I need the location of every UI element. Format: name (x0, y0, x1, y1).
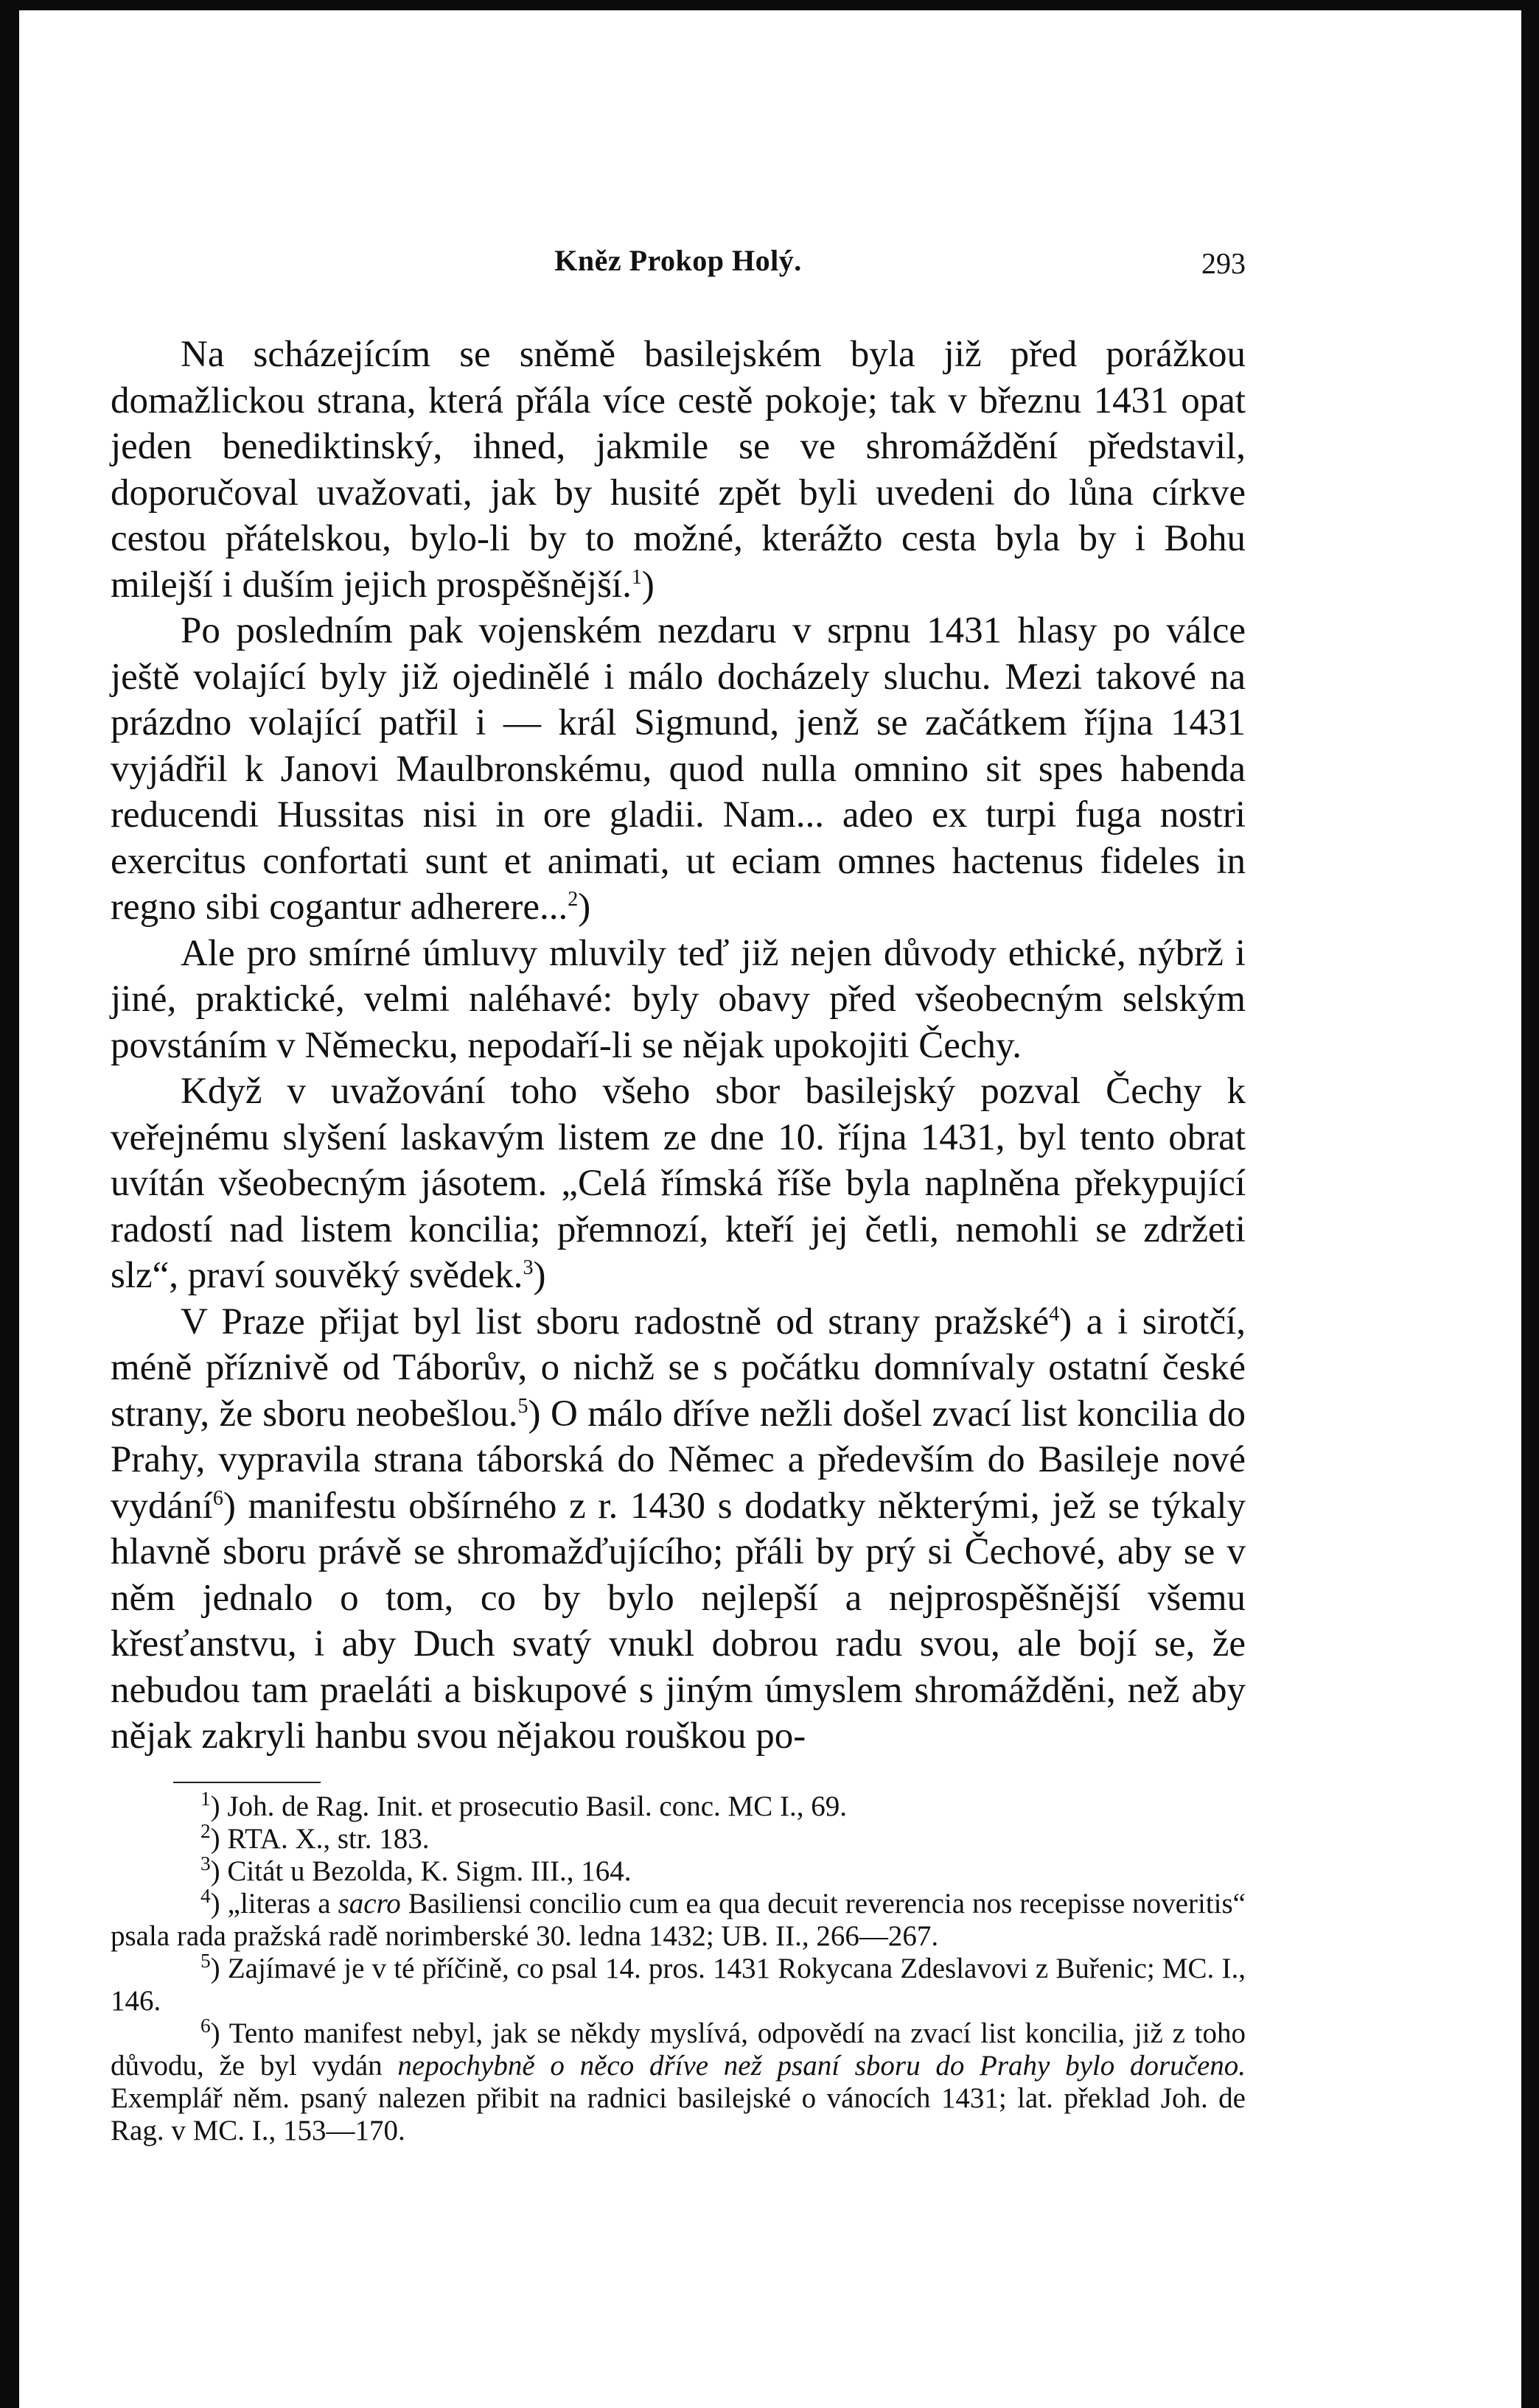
note-ref-4: 4 (1049, 1302, 1060, 1326)
footnotes (111, 1787, 1246, 2147)
paragraph-4-text: Když v uvažování toho všeho sbor basilejský pozval Čechy k veřejnému slyšení laskavým listem ze dne 10. října 1431, byl tento obrat uvítán všeobecným jásotem. „Celá římská říše byla naplněna překypující radostí nad listem koncilia; přemnozí, kteří jej četli, nemohli se zdržeti slz“, praví souvěký svědek. (111, 1071, 1246, 1296)
scan-page-edge (1507, 10, 1521, 2408)
footnote-6-italic: nepochybně o něco dříve než psaní sboru do Prahy bylo doručeno. (397, 2049, 1246, 2082)
note-ref-1: 1 (631, 565, 642, 589)
footnote-5-mark: 5 (200, 1949, 211, 1972)
note-ref-2: 2 (568, 888, 579, 911)
footnote-4: $^4$) „literas a sacro Basiliensi concilio cum ea qua decuit reverencia nos recepisse noveritis“ psala rada pražská radě norimberské 30. ledna 1432; UB. II., 266—267. (111, 1884, 1246, 1952)
footnote-6-text-c: Exemplář něm. psaný nalezen přibit na radnici basilejské o vánocích 1431; lat. překlad Joh. de Rag. v MC. I., 153—170. (111, 2082, 1246, 2146)
footnote-4-mark: 4 (200, 1884, 211, 1907)
paragraph-5-text-c: O málo dříve nežli došel zvací list koncilia do Prahy, vypravila strana táborská do Němec a především do Basileje nové vydání (111, 1393, 1246, 1527)
note-ref-5: 5 (517, 1394, 528, 1418)
book-page (111, 243, 1246, 2147)
paragraph-5-text-a: V Praze přijat byl list sboru radostně od strany pražské (181, 1301, 1050, 1343)
footnote-4-italic: sacro (338, 1887, 401, 1919)
footnote-rule (173, 1782, 321, 1783)
paragraph-1-text: Na scházejícím se sněmě basilejském byla již před porážkou domažlickou strana, která přála více cestě pokoje; tak v březnu 1431 opat jeden benediktinský, ihned, jakmile se ve shromáždění představil, doporučoval uvažovati, jak by husité zpět byli uvedeni do lůna církve cestou přátelskou, bylo-li by to možné, kterážto cesta byla by i Bohu milejší i duším jejich prospěšnější. (111, 334, 1246, 606)
footnote-4-text-c: Basiliensi concilio cum ea qua decuit reverencia nos recepisse noveritis“ psala rada pražská radě norimberské 30. ledna 1432; UB. II., 266—267. (111, 1887, 1246, 1952)
paragraph-3-text: Ale pro smírné úmluvy mluvily teď již nejen důvody ethické, nýbrž i jiné, praktické, velmi naléhavé: byly obavy před všeobecným selským povstáním v Německu, nepodaří-li se nějak upokojiti Čechy. (111, 932, 1246, 1066)
paragraph-2-text: Po posledním pak vojenském nezdaru v srpnu 1431 hlasy po válce ještě volající byly již ojedinělé i málo docházely sluchu. Mezi takové na prázdno volající patřil i — král Sigmund, jenž se začátkem října 1431 vyjádřil k Janovi Maulbronskému, quod nulla omnino sit spes habenda reducendi Hussitas nisi in ore gladii. Nam... adeo ex turpi fuga nostri exercitus confortati sunt et animati, ut eciam omnes hactenus fideles in regno sibi cogantur adherere... (111, 610, 1246, 928)
footnote-5-text: Zajímavé je v té příčině, co psal 14. pros. 1431 Rokycana Zdeslavovi z Buřenic; MC. I., 146. (111, 1952, 1246, 2017)
scan-border-right (1521, 0, 1539, 2408)
paragraph-5-text-b: a i sirotčí, méně příznivě od Táborův, o nichž se s počátku domnívaly ostatní české strany, že sboru neobešlou. (111, 1301, 1246, 1435)
footnote-2: $^2$) RTA. X., str. 183. (200, 1819, 430, 1855)
footnote-2-text: RTA. X., str. 183. (227, 1822, 430, 1855)
footnote-1-mark: 1 (200, 1787, 211, 1810)
footnote-3-text: Citát u Bezolda, K. Sigm. III., 164. (227, 1855, 632, 1887)
paragraph-4: Když v uvažování toho všeho sbor basilejský pozval Čechy k veřejnému slyšení laskavým listem ze dne 10. října 1431, byl tento obrat uvítán všeobecným jásotem. „Celá římská říše byla naplněna překypující radostí nad listem koncilia; přemnozí, kteří jej četli, nemohli se zdržeti slz“, praví souvěký svědek.$^3$) (111, 1071, 1246, 1296)
footnote-6: $^6$) Tento manifest nebyl, jak se někdy myslívá, odpovědí na zvací list koncilia, již z toho důvodu, že byl vydán nepochybně o něco dříve než psaní sboru do Prahy bylo doručeno. Exemplář něm. psaný nalezen přibit na radnici basilejské o vánocích 1431; lat. překlad Joh. de Rag. v MC. I., 153—170. (111, 2014, 1246, 2146)
footnote-5: $^5$) Zajímavé je v té příčině, co psal 14. pros. 1431 Rokycana Zdeslavovi z Buřenic; MC. I., 146. (111, 1949, 1246, 2017)
footnote-6-mark: 6 (200, 2014, 211, 2037)
running-title: Kněz Prokop Holý. (554, 244, 802, 277)
paragraph-5-text-d: manifestu obšírného z r. 1430 s dodatky některými, jež se týkaly hlavně sboru právě se shromažďujícího; přáli by prý si Čechové, aby se v něm jednalo o tom, co by bylo nejlepší a nejprospěšnější všemu křesťanstvu, i aby Duch svatý vnukl dobrou radu svou, ale bojí se, že nebudou tam praeláti a biskupové s jiným úmyslem shromážděni, než aby nějak zakryli hanbu svou nějakou rouškou po- (111, 1485, 1246, 1757)
footnote-2-mark: 2 (200, 1819, 211, 1842)
footnote-4-text-a: „literas a (227, 1887, 338, 1919)
page-number: 293 (1201, 247, 1246, 280)
paragraph-1: Na scházejícím se sněmě basilejském byla již před porážkou domažlickou strana, která přála více cestě pokoje; tak v březnu 1431 opat jeden benediktinský, ihned, jakmile se ve shromáždění představil, doporučoval uvažovati, jak by husité zpět byli uvedeni do lůna církve cestou přátelskou, bylo-li by to možné, kterážto cesta byla by i Bohu milejší i duším jejich prospěšnější.$^1$) (111, 334, 1246, 606)
footnote-3: $^3$) Citát u Bezolda, K. Sigm. III., 164. (200, 1852, 632, 1887)
body-text (111, 332, 1246, 1760)
paragraph-5: V Praze přijat byl list sboru radostně od strany pražské$^4$) a i sirotčí, méně příznivě od Táborův, o nichž se s počátku domnívaly ostatní české strany, že sboru neobešlou.$^5$) O málo dříve nežli došel zvací list koncilia do Prahy, vypravila strana táborská do Němec a především do Basileje nové vydání$^6$) manifestu obšírného z r. 1430 s dodatky některými, jež se týkaly hlavně sboru právě se shromažďujícího; přáli by prý si Čechové, aby se v něm jednalo o tom, co by bylo nejlepší a nejprospěšnější všemu křesťanstvu, i aby Duch svatý vnukl dobrou radu svou, ale bojí se, že nebudou tam praeláti a biskupové s jiným úmyslem shromážděni, než aby nějak zakryli hanbu svou nějakou rouškou po- (111, 1301, 1246, 1757)
footnote-3-mark: 3 (200, 1852, 211, 1875)
footnote-1-text: Joh. de Rag. Init. et prosecutio Basil. conc. MC I., 69. (227, 1790, 847, 1822)
footnote-6-text-a: Tento manifest nebyl, jak se někdy myslívá, odpovědí na zvací list koncilia, již z toho důvodu, že byl vydán (111, 2017, 1246, 2082)
running-head (111, 243, 1246, 295)
note-ref-3: 3 (523, 1256, 534, 1279)
note-ref-6: 6 (212, 1486, 223, 1510)
scan-border-top (0, 0, 1539, 10)
paragraph-2: Po posledním pak vojenském nezdaru v srpnu 1431 hlasy po válce ještě volající byly již ojedinělé i málo docházely sluchu. Mezi takové na prázdno volající patřil i — král Sigmund, jenž se začátkem října 1431 vyjádřil k Janovi Maulbronskému, quod nulla omnino sit spes habenda reducendi Hussitas nisi in ore gladii. Nam... adeo ex turpi fuga nostri exercitus confortati sunt et animati, ut eciam omnes hactenus fideles in regno sibi cogantur adherere...$^2$) (111, 610, 1246, 928)
paragraph-3 (111, 931, 1246, 1069)
footnote-1: $^1$) Joh. de Rag. Init. et prosecutio Basil. conc. MC I., 69. (200, 1787, 847, 1822)
scan-border-left (0, 0, 19, 2408)
